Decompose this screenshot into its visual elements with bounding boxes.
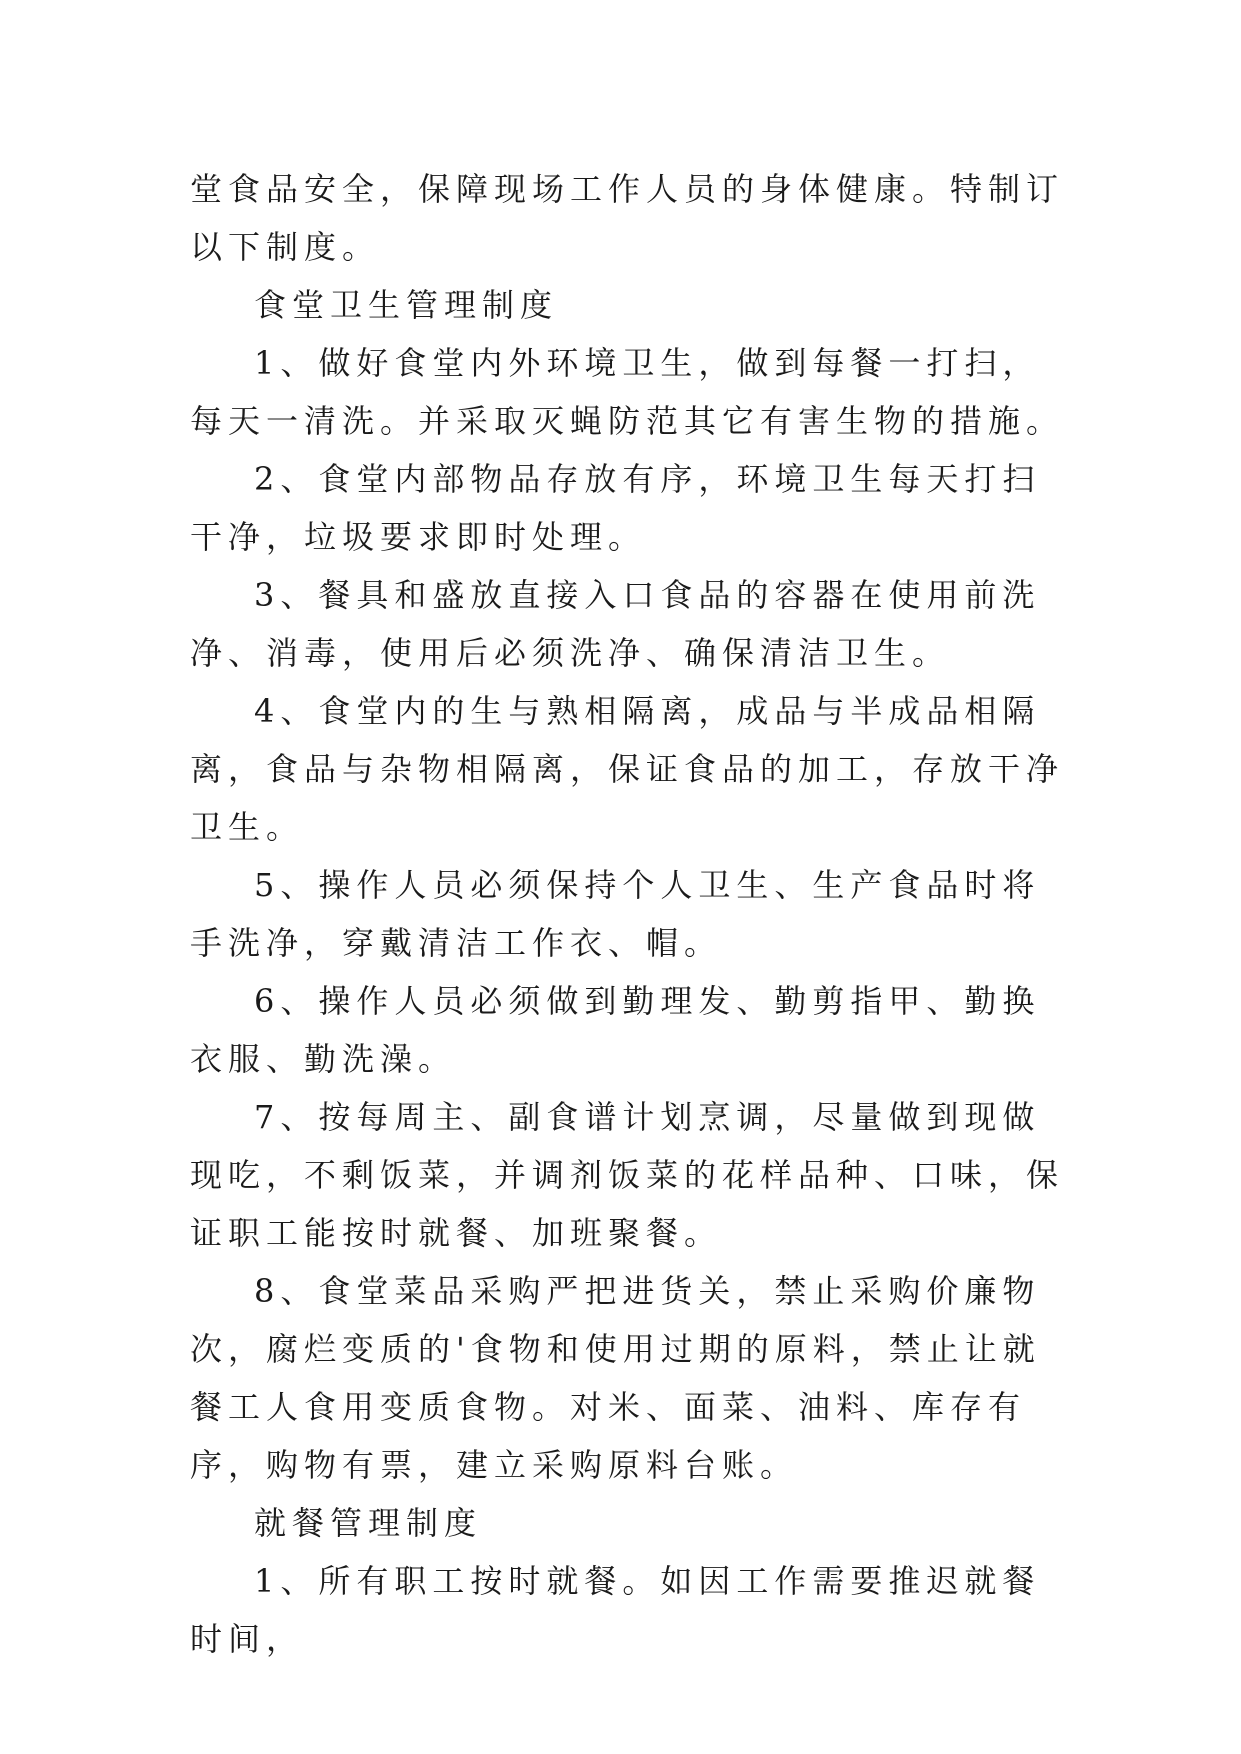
paragraph-item-2: 2、食堂内部物品存放有序，环境卫生每天打扫干净，垃圾要求即时处理。 xyxy=(190,460,1041,556)
document-body xyxy=(190,160,1070,1668)
section-heading-canteen-hygiene: 食堂卫生管理制度 xyxy=(254,286,559,324)
paragraph-item-4: 4、食堂内的生与熟相隔离，成品与半成品相隔离，食品与杂物相隔离，保证食品的加工，存放干净卫生。 xyxy=(190,692,1065,846)
paragraph-item-7: 7、按每周主、副食谱计划烹调，尽量做到现做现吃，不剩饭菜，并调剂饭菜的花样品种、口味，保证职工能按时就餐、加班聚餐。 xyxy=(190,1098,1065,1252)
paragraph-item-5: 5、操作人员必须保持个人卫生、生产食品时将手洗净，穿戴清洁工作衣、帽。 xyxy=(190,866,1041,962)
paragraph-continuation: 堂食品安全，保障现场工作人员的身体健康。特制订以下制度。 xyxy=(190,170,1065,266)
paragraph-dining-item-1: 1、所有职工按时就餐。如因工作需要推迟就餐时间， xyxy=(190,1562,1041,1658)
paragraph-item-8: 8、食堂菜品采购严把进货关，禁止采购价廉物次，腐烂变质的'食物和使用过期的原料，禁止让就餐工人食用变质食物。对米、面菜、油料、库存有序，购物有票，建立采购原料台账。 xyxy=(190,1272,1041,1484)
paragraph-item-3: 3、餐具和盛放直接入口食品的容器在使用前洗净、消毒，使用后必须洗净、确保清洁卫生。 xyxy=(190,576,1041,672)
paragraph-item-1: 1、做好食堂内外环境卫生，做到每餐一打扫，每天一清洗。并采取灭蝇防范其它有害生物的措施。 xyxy=(190,344,1065,440)
section-heading-dining: 就餐管理制度 xyxy=(254,1504,483,1542)
paragraph-item-6: 6、操作人员必须做到勤理发、勤剪指甲、勤换衣服、勤洗澡。 xyxy=(190,982,1041,1078)
